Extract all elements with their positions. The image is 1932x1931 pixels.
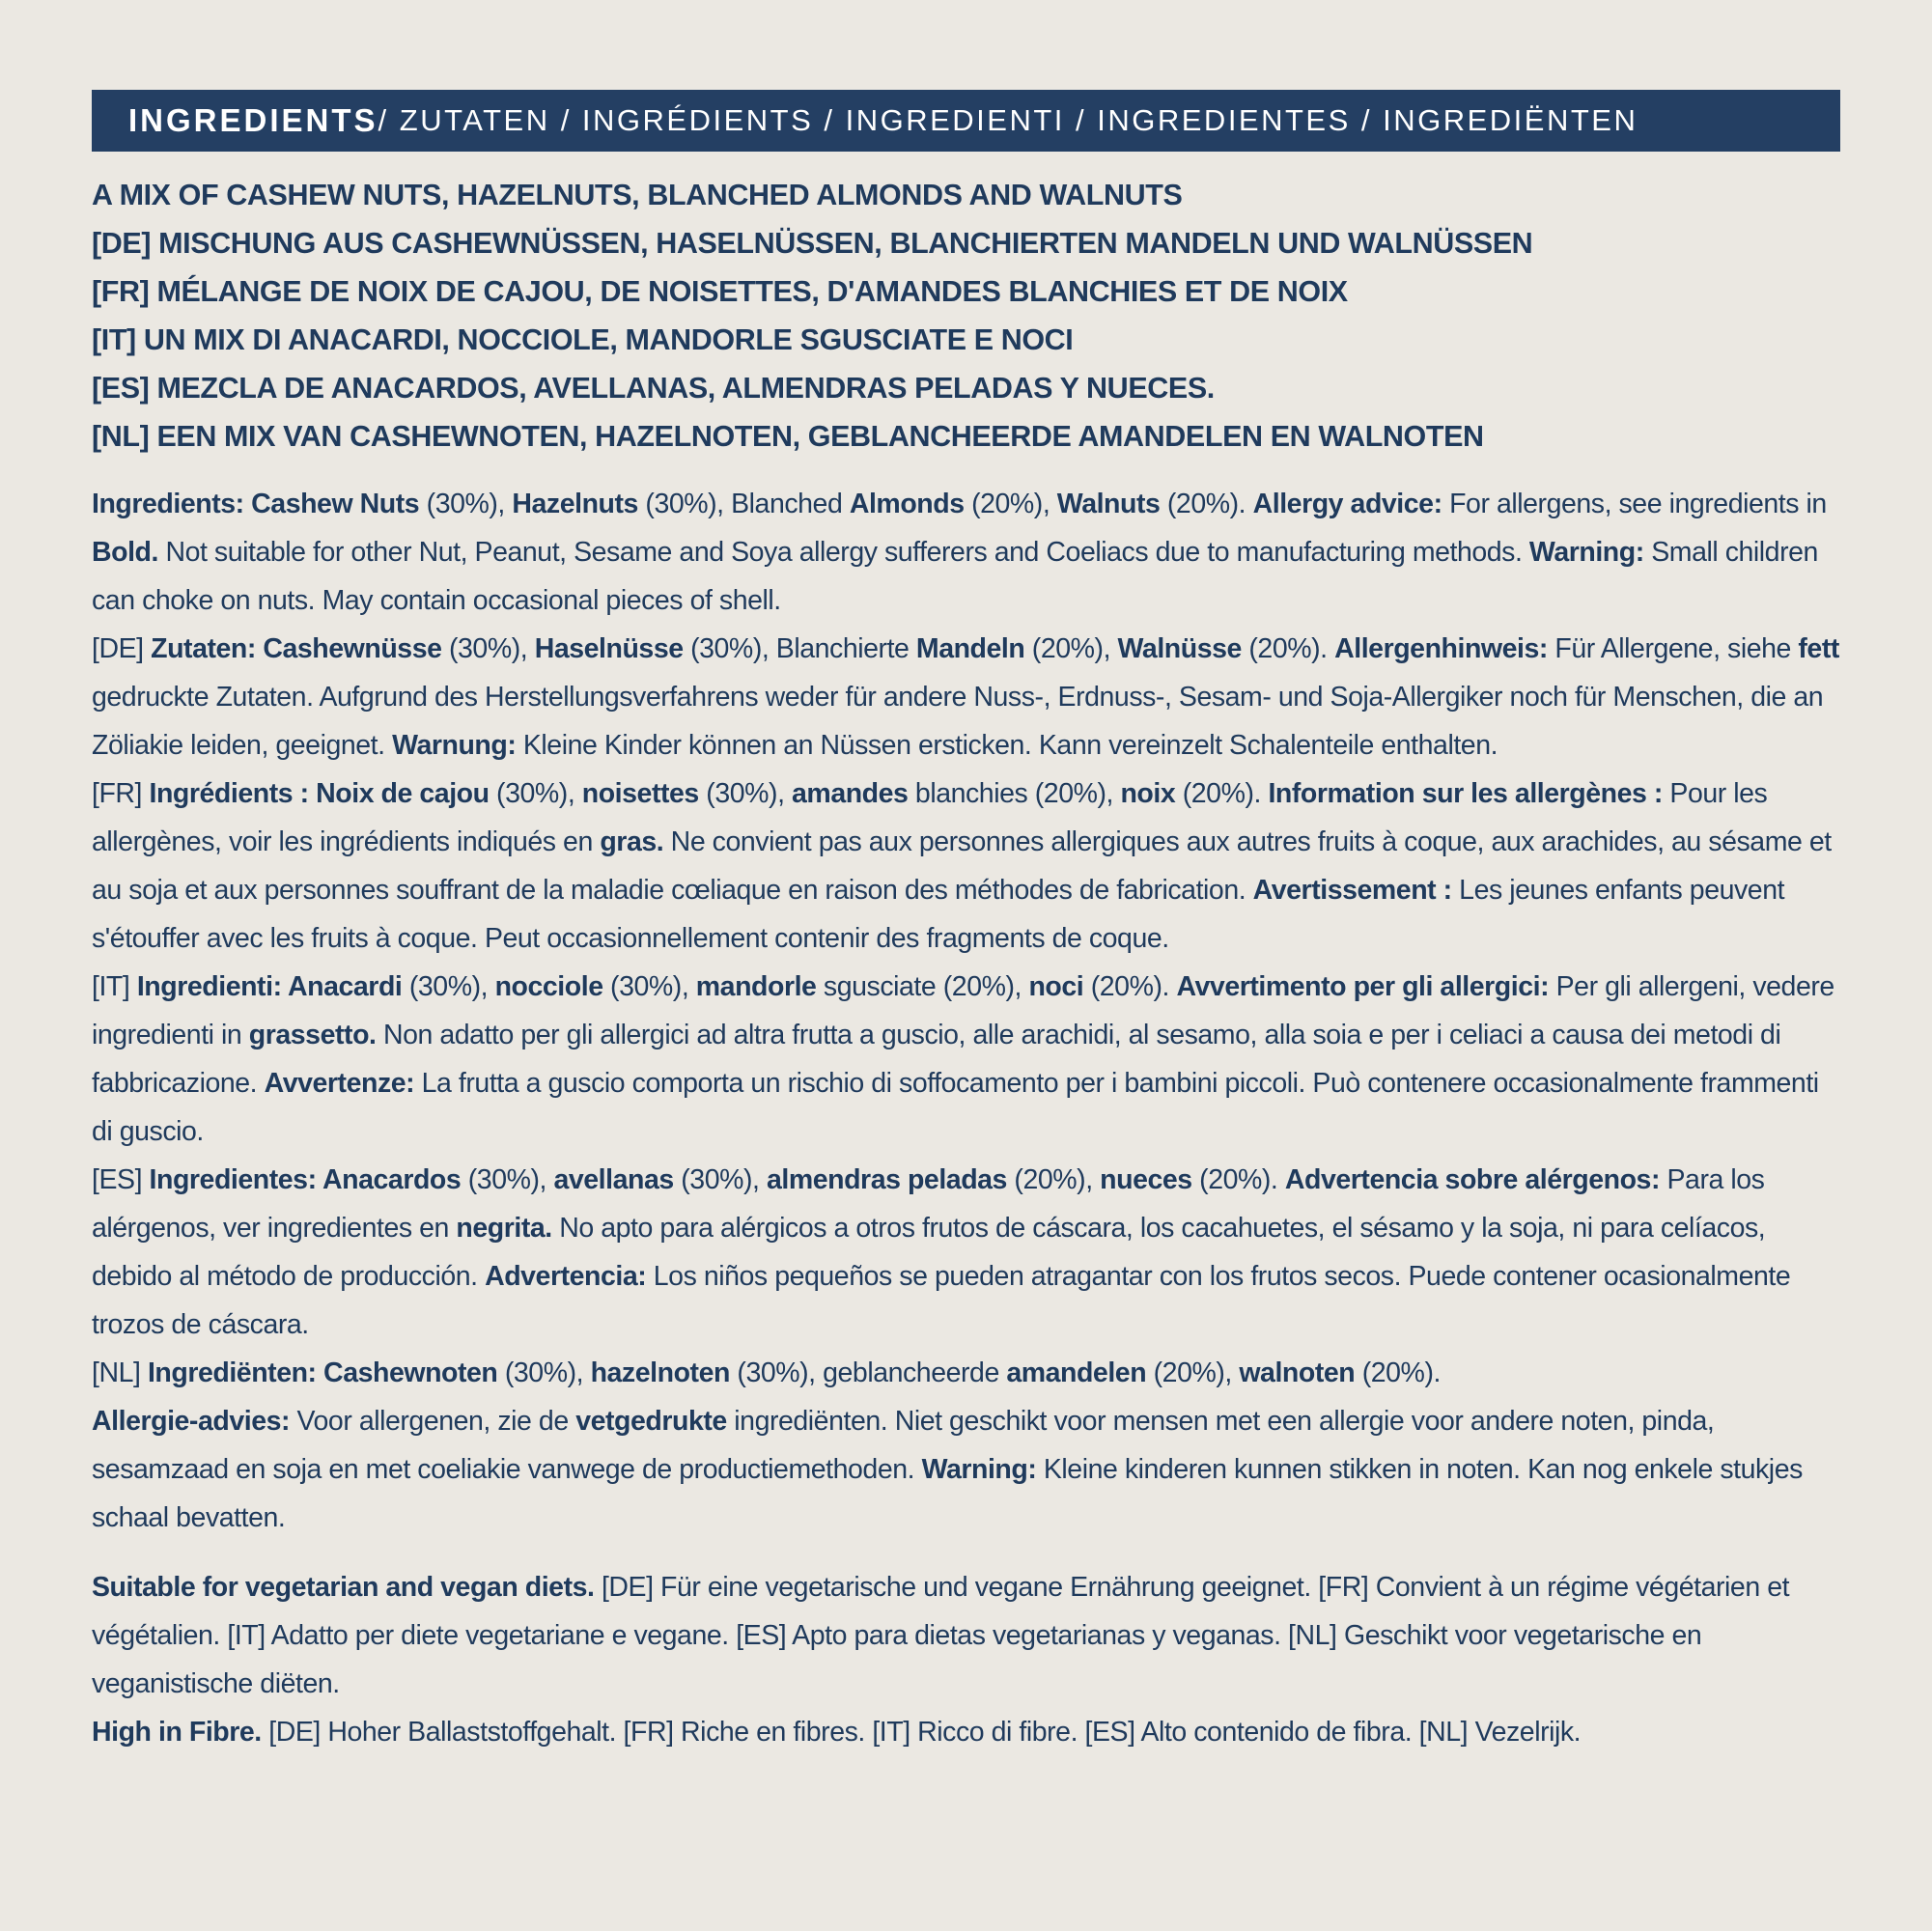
bold-text-run: nocciole	[494, 971, 603, 1002]
text-run: (30%),	[461, 1164, 554, 1195]
header-title: INGREDIENTS	[128, 102, 378, 138]
bold-text-run: Allergenhinweis:	[1334, 633, 1548, 664]
text-run: Los niños pequeños se pueden atragantar con los frutos secos. Puede contener ocasionalmente trozos de cáscara.	[92, 1261, 1791, 1340]
bold-text-run: grassetto.	[248, 1020, 377, 1050]
text-run: (30%),	[441, 633, 535, 664]
bold-text-run: fett	[1798, 633, 1839, 664]
bold-text-run: Suitable for vegetarian and vegan diets.	[92, 1572, 595, 1603]
text-run: [DE] Für eine vegetarische und vegane Ernährung geeignet. [FR] Convient à un régime végétarien et végétalien. [IT] Adatto per diete vegetariane e vegane. [ES] Apto para dietas vegetarianas y veganas. [NL] Geschikt voor vegetarische en veganistische diëten.	[92, 1572, 1790, 1699]
ingredients-paragraph-nl	[92, 1349, 1840, 1397]
text-run: [FR]	[92, 778, 150, 809]
bold-text-run: noix	[1120, 778, 1176, 809]
bold-text-run: avellanas	[553, 1164, 674, 1195]
bold-text-run: Advertencia sobre alérgenos:	[1284, 1164, 1661, 1195]
bold-text-run: Ingredients: Cashew Nuts	[92, 489, 420, 519]
bold-text-run: Ingrediënten: Cashewnoten	[147, 1357, 498, 1388]
text-run: (20%),	[1006, 1164, 1101, 1195]
text-run: Para los alérgenos, ver ingredientes en	[92, 1164, 1765, 1244]
product-title-es: [ES] MEZCLA DE ANACARDOS, AVELLANAS, ALMENDRAS PELADAS Y NUECES.	[92, 372, 1215, 405]
text-run: Kleine kinderen kunnen stikken in noten. Kan nog enkele stukjes schaal bevatten.	[92, 1454, 1803, 1533]
text-run: [IT]	[92, 971, 137, 1002]
text-run: (30%),	[698, 778, 793, 809]
bold-text-run: mandorle	[695, 971, 817, 1002]
text-run: (20%).	[1355, 1357, 1441, 1388]
bold-text-run: Allergie-advies:	[92, 1406, 291, 1437]
text-run: La frutta a guscio comporta un rischio di soffocamento per i bambini piccoli. Può contenere occasionalmente frammenti di guscio.	[92, 1068, 1819, 1147]
ingredients-paragraph-it	[92, 963, 1840, 1156]
text-run: (30%), Blanched	[637, 489, 850, 519]
text-run: (30%), geblancheerde	[729, 1357, 1007, 1388]
bold-text-run: Allergy advice:	[1252, 489, 1442, 519]
text-run: Not suitable for other Nut, Peanut, Sesame and Soya allergy sufferers and Coeliacs due to manufacturing methods.	[158, 537, 1529, 568]
product-title-de: [DE] MISCHUNG AUS CASHEWNÜSSEN, HASELNÜSSEN, BLANCHIERTEN MANDELN UND WALNÜSSEN	[92, 227, 1533, 260]
text-run: (20%).	[1241, 633, 1335, 664]
bold-text-run: Ingredientes: Anacardos	[149, 1164, 462, 1195]
vegan-statement	[92, 1563, 1840, 1708]
bold-text-run: Ingrédients : Noix de cajou	[149, 778, 490, 809]
diet-info	[92, 1563, 1840, 1756]
bold-text-run: Mandeln	[915, 633, 1025, 664]
text-run: [DE] Hoher Ballaststoffgehalt. [FR] Riche en fibres. [IT] Ricco di fibre. [ES] Alto contenido de fibra. [NL] Vezelrijk.	[261, 1717, 1582, 1748]
product-title-it: [IT] UN MIX DI ANACARDI, NOCCIOLE, MANDORLE SGUSCIATE E NOCI	[92, 323, 1074, 356]
text-run: Pour les allergènes, voir les ingrédients indiqués en	[92, 778, 1768, 857]
text-run: (20%),	[964, 489, 1057, 519]
text-run: [DE]	[92, 633, 152, 664]
bold-text-run: Avvertimento per gli allergici:	[1176, 971, 1550, 1002]
text-run: (20%).	[1083, 971, 1177, 1002]
text-run: Voor allergenen, zie de	[290, 1406, 576, 1437]
bold-text-run: Bold.	[92, 537, 158, 568]
ingredients-panel	[92, 90, 1840, 1756]
text-run: (30%),	[602, 971, 696, 1002]
product-titles	[92, 171, 1840, 461]
ingredients-paragraph-fr	[92, 770, 1840, 963]
text-run: (20%).	[1191, 1164, 1285, 1195]
bold-text-run: gras.	[600, 826, 664, 857]
bold-text-run: Warning:	[1528, 537, 1644, 568]
text-run: [ES]	[92, 1164, 150, 1195]
text-run: (30%), Blanchierte	[683, 633, 916, 664]
bold-text-run: Walnuts	[1056, 489, 1161, 519]
bold-text-run: High in Fibre.	[92, 1717, 262, 1748]
bold-text-run: noci	[1028, 971, 1084, 1002]
bold-text-run: Haselnüsse	[534, 633, 684, 664]
text-run: blanchies (20%),	[908, 778, 1121, 809]
bold-text-run: nueces	[1100, 1164, 1192, 1195]
ingredients-header-bar	[92, 90, 1840, 152]
product-title-en: A MIX OF CASHEW NUTS, HAZELNUTS, BLANCHED ALMONDS AND WALNUTS	[92, 179, 1183, 211]
product-title-nl: [NL] EEN MIX VAN CASHEWNOTEN, HAZELNOTEN, GEBLANCHEERDE AMANDELEN EN WALNOTEN	[92, 420, 1484, 453]
text-run: ingrediënten. Niet geschikt voor mensen met een allergie voor andere noten, pinda, sesamzaad en soja en met coeliakie vanwege de productiemethoden.	[92, 1406, 1715, 1485]
text-run: Les jeunes enfants peuvent s'étouffer avec les fruits à coque. Peut occasionnellement contenir des fragments de coque.	[92, 875, 1785, 954]
bold-text-run: noisettes	[581, 778, 699, 809]
bold-text-run: Avvertenze:	[264, 1068, 415, 1099]
text-run: (30%),	[489, 778, 582, 809]
bold-text-run: Hazelnuts	[512, 489, 638, 519]
text-run: gedruckte Zutaten. Aufgrund des Herstellungsverfahrens weder für andere Nuss-, Erdnuss-, Sesam- und Soja-Allergiker noch für Menschen, die an Zöliakie leiden, geeignet.	[92, 682, 1824, 761]
text-run: Kleine Kinder können an Nüssen ersticken. Kann vereinzelt Schalenteile enthalten.	[516, 730, 1498, 761]
allergy-paragraph-nl	[92, 1397, 1840, 1542]
text-run: (20%).	[1175, 778, 1269, 809]
fibre-statement	[92, 1708, 1840, 1756]
bold-text-run: negrita.	[456, 1213, 552, 1244]
text-run: No apto para alérgicos a otros frutos de cáscara, los cacahuetes, el sésamo y la soja, ni para celíacos, debido al método de producción.	[92, 1213, 1766, 1292]
ingredients-paragraph-en	[92, 480, 1840, 625]
text-run: [NL]	[92, 1357, 148, 1388]
bold-text-run: Avertissement :	[1252, 875, 1452, 906]
text-run: Non adatto per gli allergici ad altra frutta a guscio, alle arachidi, al sesamo, alla soia e per i celiaci a causa dei metodi di fabbricazione.	[92, 1020, 1781, 1099]
ingredients-paragraph-es	[92, 1156, 1840, 1349]
bold-text-run: almendras peladas	[766, 1164, 1007, 1195]
header-languages: / ZUTATEN / INGRÉDIENTS / INGREDIENTI / INGREDIENTES / INGREDIËNTEN	[378, 103, 1638, 137]
bold-text-run: Zutaten: Cashewnüsse	[151, 633, 442, 664]
text-run: sgusciate (20%),	[816, 971, 1029, 1002]
text-run: (20%),	[1146, 1357, 1240, 1388]
text-run: For allergens, see ingredients in	[1442, 489, 1827, 519]
bold-text-run: Advertencia:	[485, 1261, 647, 1292]
bold-text-run: Almonds	[849, 489, 965, 519]
text-run: Per gli allergeni, vedere ingredienti in	[92, 971, 1834, 1050]
bold-text-run: hazelnoten	[590, 1357, 730, 1388]
text-run: (20%),	[1024, 633, 1118, 664]
bold-text-run: Ingredienti: Anacardi	[136, 971, 403, 1002]
bold-text-run: amandelen	[1006, 1357, 1147, 1388]
text-run: (30%),	[402, 971, 495, 1002]
bold-text-run: vetgedrukte	[575, 1406, 727, 1437]
text-run: Small children can choke on nuts. May contain occasional pieces of shell.	[92, 537, 1818, 616]
text-run: Ne convient pas aux personnes allergiques aux autres fruits à coque, aux arachides, au sésame et au soja et aux personnes souffrant de la maladie cœliaque en raison des méthodes de fabrication.	[92, 826, 1832, 906]
bold-text-run: Warnung:	[392, 730, 517, 761]
product-title-fr: [FR] MÉLANGE DE NOIX DE CAJOU, DE NOISETTES, D'AMANDES BLANCHIES ET DE NOIX	[92, 275, 1348, 308]
bold-text-run: walnoten	[1239, 1357, 1356, 1388]
text-run: (20%).	[1160, 489, 1253, 519]
bold-text-run: Information sur les allergènes :	[1268, 778, 1663, 809]
bold-text-run: amandes	[792, 778, 909, 809]
bold-text-run: Walnüsse	[1117, 633, 1242, 664]
text-run: (30%),	[673, 1164, 767, 1195]
text-run: (30%),	[419, 489, 513, 519]
ingredients-text	[92, 480, 1840, 1542]
bold-text-run: Warning:	[921, 1454, 1037, 1485]
text-run: (30%),	[497, 1357, 591, 1388]
ingredients-paragraph-de	[92, 625, 1840, 770]
text-run: Für Allergene, siehe	[1547, 633, 1799, 664]
